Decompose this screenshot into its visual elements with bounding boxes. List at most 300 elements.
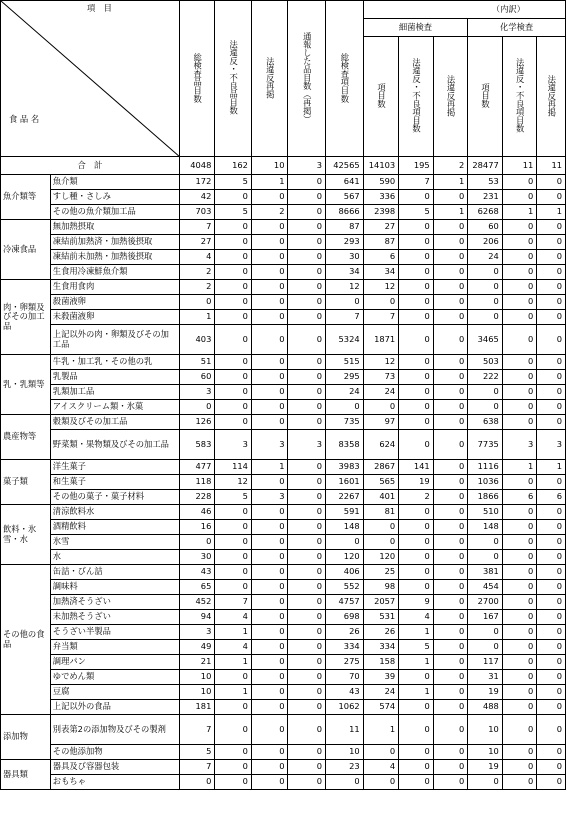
value-cell: 231: [468, 190, 503, 205]
value-cell: 0: [537, 505, 566, 520]
value-cell: 1601: [326, 475, 364, 490]
value-cell: 6268: [468, 205, 503, 220]
value-cell: 0: [251, 625, 288, 640]
value-cell: 5: [399, 205, 434, 220]
value-cell: 2: [399, 490, 434, 505]
col-bac-items: 項目数: [376, 82, 387, 108]
value-cell: 0: [251, 535, 288, 550]
value-cell: 0: [399, 250, 434, 265]
value-cell: 0: [251, 670, 288, 685]
value-cell: 0: [502, 640, 537, 655]
value-cell: 1: [433, 205, 468, 220]
value-cell: 565: [363, 475, 399, 490]
value-cell: 5: [179, 745, 215, 760]
value-cell: 0: [251, 235, 288, 250]
value-cell: 0: [537, 475, 566, 490]
value-cell: 43: [326, 685, 364, 700]
value-cell: 0: [502, 760, 537, 775]
value-cell: 0: [537, 610, 566, 625]
total-cell: 11: [537, 157, 566, 175]
value-cell: 0: [537, 685, 566, 700]
total-cell: 42565: [326, 157, 364, 175]
col-chem-bad: 法違反・不良項目数: [515, 58, 526, 133]
value-cell: 574: [363, 700, 399, 715]
value-cell: 591: [326, 505, 364, 520]
value-cell: 53: [468, 175, 503, 190]
item-label: 弁当類: [50, 640, 179, 655]
value-cell: 24: [363, 385, 399, 400]
table-row: [1, 565, 566, 580]
value-cell: 0: [215, 745, 252, 760]
value-cell: 0: [502, 685, 537, 700]
category-cell: その他の食品: [1, 565, 51, 715]
value-cell: 0: [215, 565, 252, 580]
value-cell: 0: [288, 205, 326, 220]
value-cell: 1: [179, 310, 215, 325]
value-cell: 24: [363, 685, 399, 700]
value-cell: 0: [537, 265, 566, 280]
category-cell: 器具類: [1, 760, 51, 790]
category-cell: 魚介類等: [1, 175, 51, 220]
value-cell: 0: [288, 415, 326, 430]
value-cell: 0: [468, 535, 503, 550]
value-cell: 0: [433, 280, 468, 295]
item-label: 氷雪: [50, 535, 179, 550]
value-cell: 30: [326, 250, 364, 265]
table-row: [1, 745, 566, 760]
item-label: 凍結前加熱済・加熱後摂取: [50, 235, 179, 250]
value-cell: 7: [179, 715, 215, 745]
value-cell: 0: [433, 400, 468, 415]
item-label: 上記以外の肉・卵類及びその加工品: [50, 325, 179, 355]
item-label: 水: [50, 550, 179, 565]
value-cell: 0: [433, 550, 468, 565]
value-cell: 1: [215, 685, 252, 700]
value-cell: 0: [537, 670, 566, 685]
table-row: [1, 505, 566, 520]
value-cell: 0: [537, 715, 566, 745]
value-cell: 8358: [326, 430, 364, 460]
value-cell: 477: [179, 460, 215, 475]
value-cell: 0: [399, 355, 434, 370]
value-cell: 60: [468, 220, 503, 235]
value-cell: 24: [326, 385, 364, 400]
value-cell: 0: [399, 580, 434, 595]
value-cell: 0: [251, 385, 288, 400]
value-cell: 87: [363, 235, 399, 250]
category-cell: 農産物等: [1, 415, 51, 460]
value-cell: 0: [251, 775, 288, 790]
value-cell: 1: [251, 460, 288, 475]
col-chem-items: 項目数: [480, 82, 491, 108]
value-cell: 0: [399, 235, 434, 250]
value-cell: 16: [179, 520, 215, 535]
value-cell: 0: [433, 715, 468, 745]
breakdown-label: （内訳）: [363, 1, 565, 19]
table-row: [1, 700, 566, 715]
value-cell: 0: [502, 220, 537, 235]
item-label: 殺菌液卵: [50, 295, 179, 310]
value-cell: 0: [468, 625, 503, 640]
value-cell: 0: [288, 295, 326, 310]
value-cell: 5: [215, 175, 252, 190]
value-cell: 0: [215, 235, 252, 250]
value-cell: 0: [502, 655, 537, 670]
item-label: 調味料: [50, 580, 179, 595]
value-cell: 0: [399, 385, 434, 400]
table-row: [1, 535, 566, 550]
value-cell: 0: [215, 760, 252, 775]
value-cell: 23: [326, 760, 364, 775]
value-cell: 1: [251, 175, 288, 190]
value-cell: 0: [399, 760, 434, 775]
value-cell: 73: [363, 370, 399, 385]
table-row: [1, 205, 566, 220]
table-row: [1, 685, 566, 700]
value-cell: 0: [537, 325, 566, 355]
value-cell: 0: [215, 580, 252, 595]
table-row: [1, 490, 566, 505]
value-cell: 0: [288, 535, 326, 550]
value-cell: 0: [433, 310, 468, 325]
total-label: 合 計: [1, 157, 180, 175]
value-cell: 0: [399, 775, 434, 790]
value-cell: 0: [288, 670, 326, 685]
table-header: [1, 1, 566, 157]
table-body: [1, 157, 566, 790]
value-cell: 0: [251, 415, 288, 430]
value-cell: 0: [251, 280, 288, 295]
item-label: 牛乳・加工乳・その他の乳: [50, 355, 179, 370]
value-cell: 12: [363, 280, 399, 295]
table-row: [1, 430, 566, 460]
value-cell: 0: [251, 760, 288, 775]
value-cell: 0: [251, 610, 288, 625]
value-cell: 0: [502, 235, 537, 250]
category-cell: 添加物: [1, 715, 51, 760]
value-cell: 0: [288, 250, 326, 265]
value-cell: 0: [288, 565, 326, 580]
value-cell: 0: [502, 550, 537, 565]
value-cell: 3: [288, 430, 326, 460]
item-label: 洋生菓子: [50, 460, 179, 475]
value-cell: 1: [363, 715, 399, 745]
value-cell: 70: [326, 670, 364, 685]
value-cell: 7: [215, 595, 252, 610]
value-cell: 0: [399, 550, 434, 565]
value-cell: 401: [363, 490, 399, 505]
table-row: [1, 355, 566, 370]
value-cell: 51: [179, 355, 215, 370]
item-label: 無加熱摂取: [50, 220, 179, 235]
category-cell: 肉・卵類及びその加工品: [1, 280, 51, 355]
value-cell: 0: [502, 265, 537, 280]
value-cell: 0: [288, 280, 326, 295]
value-cell: 0: [288, 640, 326, 655]
value-cell: 0: [215, 325, 252, 355]
value-cell: 0: [537, 625, 566, 640]
value-cell: 0: [502, 325, 537, 355]
total-cell: 11: [502, 157, 537, 175]
value-cell: 0: [363, 400, 399, 415]
value-cell: 0: [251, 355, 288, 370]
value-cell: 0: [433, 505, 468, 520]
value-cell: 0: [433, 490, 468, 505]
value-cell: 0: [288, 685, 326, 700]
corner-header: [1, 1, 180, 157]
value-cell: 65: [179, 580, 215, 595]
value-cell: 31: [468, 670, 503, 685]
value-cell: 567: [326, 190, 364, 205]
value-cell: 3: [251, 490, 288, 505]
value-cell: 0: [288, 265, 326, 280]
value-cell: 12: [326, 280, 364, 295]
value-cell: 206: [468, 235, 503, 250]
item-label: 魚介類: [50, 175, 179, 190]
value-cell: 0: [215, 385, 252, 400]
value-cell: 336: [363, 190, 399, 205]
value-cell: 0: [215, 355, 252, 370]
value-cell: 2: [179, 280, 215, 295]
value-cell: 0: [326, 775, 364, 790]
value-cell: 0: [215, 700, 252, 715]
value-cell: 0: [502, 175, 537, 190]
value-cell: 0: [399, 190, 434, 205]
total-cell: 10: [251, 157, 288, 175]
table-row: [1, 295, 566, 310]
value-cell: 703: [179, 205, 215, 220]
value-cell: 4: [179, 250, 215, 265]
value-cell: 403: [179, 325, 215, 355]
value-cell: 0: [179, 295, 215, 310]
value-cell: 97: [363, 415, 399, 430]
value-cell: 6: [502, 490, 537, 505]
value-cell: 2700: [468, 595, 503, 610]
value-cell: 0: [251, 220, 288, 235]
value-cell: 583: [179, 430, 215, 460]
value-cell: 1: [433, 175, 468, 190]
value-cell: 5324: [326, 325, 364, 355]
value-cell: 0: [363, 775, 399, 790]
value-cell: 0: [215, 550, 252, 565]
value-cell: 7735: [468, 430, 503, 460]
value-cell: 0: [502, 535, 537, 550]
value-cell: 7: [399, 175, 434, 190]
table-row: [1, 520, 566, 535]
value-cell: 0: [399, 520, 434, 535]
value-cell: 0: [399, 265, 434, 280]
value-cell: 0: [502, 565, 537, 580]
value-cell: 0: [537, 520, 566, 535]
value-cell: 34: [363, 265, 399, 280]
value-cell: 0: [433, 190, 468, 205]
table-row: [1, 610, 566, 625]
value-cell: 0: [433, 370, 468, 385]
value-cell: 0: [433, 535, 468, 550]
value-cell: 0: [288, 505, 326, 520]
value-cell: 120: [363, 550, 399, 565]
value-cell: 0: [502, 475, 537, 490]
value-cell: 27: [363, 220, 399, 235]
value-cell: 0: [468, 775, 503, 790]
value-cell: 167: [468, 610, 503, 625]
table-row: [1, 550, 566, 565]
item-label: その他の魚介類加工品: [50, 205, 179, 220]
value-cell: 0: [399, 310, 434, 325]
value-cell: 7: [326, 310, 364, 325]
value-cell: 510: [468, 505, 503, 520]
item-label: その他添加物: [50, 745, 179, 760]
value-cell: 0: [288, 235, 326, 250]
value-cell: 0: [433, 760, 468, 775]
value-cell: 0: [433, 325, 468, 355]
value-cell: 0: [468, 295, 503, 310]
col-bac-bad: 法違反・不良項目数: [411, 58, 422, 133]
table-row: [1, 370, 566, 385]
value-cell: 1062: [326, 700, 364, 715]
value-cell: 0: [537, 775, 566, 790]
value-cell: 0: [251, 715, 288, 745]
value-cell: 0: [215, 295, 252, 310]
value-cell: 49: [179, 640, 215, 655]
value-cell: 25: [363, 565, 399, 580]
value-cell: 3: [502, 430, 537, 460]
table-row: [1, 250, 566, 265]
value-cell: 515: [326, 355, 364, 370]
value-cell: 0: [433, 415, 468, 430]
value-cell: 0: [433, 685, 468, 700]
value-cell: 0: [215, 265, 252, 280]
table-row: [1, 670, 566, 685]
value-cell: 0: [288, 310, 326, 325]
value-cell: 1: [502, 205, 537, 220]
value-cell: 5: [215, 490, 252, 505]
value-cell: 1: [537, 205, 566, 220]
value-cell: 0: [537, 190, 566, 205]
value-cell: 0: [537, 310, 566, 325]
value-cell: 1: [215, 655, 252, 670]
item-label: 項 目: [87, 3, 112, 13]
value-cell: 21: [179, 655, 215, 670]
value-cell: 0: [433, 670, 468, 685]
value-cell: 0: [288, 370, 326, 385]
col-total-items: 総検査品目数: [192, 52, 203, 103]
value-cell: 10: [326, 745, 364, 760]
col-bac-violation: 法違反再掲: [446, 74, 457, 117]
item-label: 凍結前未加熱・加熱後摂取: [50, 250, 179, 265]
value-cell: 6: [537, 490, 566, 505]
value-cell: 0: [288, 175, 326, 190]
value-cell: 0: [468, 385, 503, 400]
value-cell: 126: [179, 415, 215, 430]
value-cell: 0: [399, 220, 434, 235]
value-cell: 0: [215, 220, 252, 235]
value-cell: 0: [537, 235, 566, 250]
value-cell: 0: [433, 610, 468, 625]
value-cell: 590: [363, 175, 399, 190]
value-cell: 0: [215, 715, 252, 745]
value-cell: 0: [399, 280, 434, 295]
item-label: 別表第2の添加物及びその製剤: [50, 715, 179, 745]
value-cell: 0: [433, 625, 468, 640]
value-cell: 552: [326, 580, 364, 595]
value-cell: 0: [468, 280, 503, 295]
value-cell: 0: [179, 400, 215, 415]
value-cell: 0: [399, 415, 434, 430]
value-cell: 0: [288, 775, 326, 790]
item-label: 缶詰・びん詰: [50, 565, 179, 580]
value-cell: 0: [215, 190, 252, 205]
value-cell: 0: [468, 265, 503, 280]
value-cell: 4: [215, 640, 252, 655]
value-cell: 94: [179, 610, 215, 625]
total-row: [1, 157, 566, 175]
value-cell: 0: [433, 565, 468, 580]
value-cell: 0: [502, 280, 537, 295]
value-cell: 0: [288, 460, 326, 475]
table-row: [1, 385, 566, 400]
value-cell: 0: [251, 580, 288, 595]
value-cell: 0: [288, 475, 326, 490]
value-cell: 8666: [326, 205, 364, 220]
value-cell: 118: [179, 475, 215, 490]
value-cell: 1036: [468, 475, 503, 490]
value-cell: 10: [179, 685, 215, 700]
value-cell: 2267: [326, 490, 364, 505]
value-cell: 0: [537, 175, 566, 190]
total-cell: 2: [433, 157, 468, 175]
value-cell: 4: [363, 760, 399, 775]
value-cell: 3465: [468, 325, 503, 355]
value-cell: 0: [288, 190, 326, 205]
value-cell: 0: [433, 475, 468, 490]
value-cell: 141: [399, 460, 434, 475]
value-cell: 0: [215, 310, 252, 325]
value-cell: 0: [251, 370, 288, 385]
value-cell: 0: [537, 295, 566, 310]
value-cell: 0: [537, 280, 566, 295]
value-cell: 3983: [326, 460, 364, 475]
value-cell: 0: [326, 295, 364, 310]
value-cell: 406: [326, 565, 364, 580]
value-cell: 0: [251, 295, 288, 310]
value-cell: 0: [502, 295, 537, 310]
table-row: [1, 220, 566, 235]
table-row: [1, 760, 566, 775]
total-cell: 14103: [363, 157, 399, 175]
value-cell: 24: [468, 250, 503, 265]
value-cell: 0: [433, 700, 468, 715]
value-cell: 3: [251, 430, 288, 460]
item-label: 乳製品: [50, 370, 179, 385]
value-cell: 0: [251, 400, 288, 415]
value-cell: 0: [215, 535, 252, 550]
category-cell: 冷凍食品: [1, 220, 51, 280]
value-cell: 1: [399, 625, 434, 640]
value-cell: 1866: [468, 490, 503, 505]
value-cell: 293: [326, 235, 364, 250]
table-row: [1, 640, 566, 655]
item-label: ゆでめん類: [50, 670, 179, 685]
value-cell: 0: [288, 550, 326, 565]
value-cell: 0: [502, 715, 537, 745]
value-cell: 0: [502, 610, 537, 625]
value-cell: 0: [215, 670, 252, 685]
value-cell: 638: [468, 415, 503, 430]
value-cell: 531: [363, 610, 399, 625]
value-cell: 1116: [468, 460, 503, 475]
value-cell: 4: [399, 610, 434, 625]
